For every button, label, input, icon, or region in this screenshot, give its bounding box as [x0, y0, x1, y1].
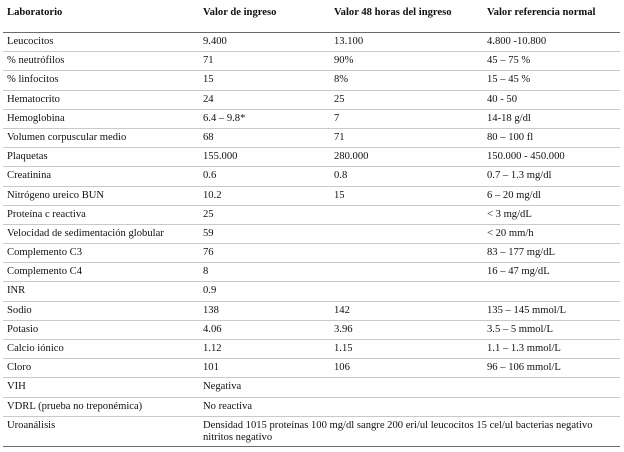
table-row [3, 167, 620, 186]
cell-48h [330, 282, 483, 301]
cell-referencia: 80 – 100 fl [487, 131, 534, 143]
table-row [3, 52, 620, 71]
cell-referencia: 135 – 145 mmol/L [487, 304, 567, 316]
cell-referencia [483, 397, 620, 416]
cell-referencia [483, 378, 620, 397]
table-row-urinalysis [3, 416, 620, 446]
cell-48h: 0.8 [334, 170, 348, 182]
cell-ingreso: Negativa [203, 381, 242, 393]
cell-lab: Sodio [7, 304, 32, 316]
cell-referencia: < 20 mm/h [487, 227, 534, 239]
cell-lab: Nitrógeno ureico BUN [7, 189, 105, 201]
cell-lab: Cloro [7, 362, 32, 374]
cell-lab: Velocidad de sedimentación globular [7, 227, 164, 239]
cell-48h [330, 378, 483, 397]
cell-lab: Leucocitos [7, 36, 54, 47]
table-row [3, 186, 620, 205]
cell-lab: % linfocitos [7, 74, 59, 86]
cell-referencia [483, 282, 620, 301]
cell-lab: Volumen corpuscular medio [7, 131, 127, 143]
cell-lab: VDRL (prueba no treponémica) [7, 400, 143, 412]
cell-ingreso: 24 [203, 93, 214, 105]
cell-lab: VIH [7, 381, 26, 393]
cell-ingreso: 6.4 – 9.8* [203, 112, 246, 124]
table-row [3, 128, 620, 147]
cell-48h: 25 [334, 93, 345, 105]
cell-48h [330, 244, 483, 263]
cell-ingreso: 76 [203, 247, 214, 259]
cell-48h: 8% [334, 74, 349, 86]
header-laboratorio: Laboratorio [7, 7, 63, 18]
cell-ingreso: 155.000 [203, 151, 238, 163]
cell-ingreso: 138 [203, 304, 219, 316]
cell-lab: INR [7, 285, 26, 297]
table-row [3, 359, 620, 378]
cell-ingreso: 4.06 [203, 323, 222, 335]
table-row [3, 90, 620, 109]
lab-results-table [3, 2, 620, 447]
table-row [3, 320, 620, 339]
cell-48h: 3.96 [334, 323, 353, 335]
cell-48h [330, 263, 483, 282]
cell-ingreso: 59 [203, 227, 214, 239]
cell-lab: Creatinina [7, 170, 52, 182]
cell-referencia: 1.1 – 1.3 mmol/L [487, 343, 561, 354]
table-row [3, 244, 620, 263]
table-row [3, 340, 620, 359]
cell-referencia: 83 – 177 mg/dL [487, 247, 555, 259]
cell-ingreso: 8 [203, 266, 209, 278]
table-row [3, 109, 620, 128]
cell-referencia: 40 - 50 [487, 93, 518, 105]
cell-48h: 13.100 [334, 36, 364, 47]
cell-lab: Uroanálisis [7, 419, 56, 431]
cell-lab: Hemoglobina [7, 112, 65, 124]
table-row [3, 378, 620, 397]
cell-48h: 142 [334, 304, 350, 316]
table-row [3, 224, 620, 243]
cell-48h: 106 [334, 362, 350, 374]
cell-referencia: 45 – 75 % [487, 55, 531, 67]
cell-referencia: 15 – 45 % [487, 74, 531, 86]
header-valor-48h: Valor 48 horas del ingreso [334, 7, 452, 18]
cell-ingreso: 68 [203, 131, 214, 143]
table-row [3, 282, 620, 301]
cell-lab: % neutrófilos [7, 55, 65, 67]
header-valor-ingreso: Valor de ingreso [203, 7, 277, 18]
cell-referencia: 6 – 20 mg/dl [487, 189, 541, 201]
table-row [3, 148, 620, 167]
cell-lab: Calcio iónico [7, 343, 64, 354]
cell-referencia: 96 – 106 mmol/L [487, 362, 561, 374]
cell-ingreso: 71 [203, 55, 214, 67]
cell-ingreso: 0.6 [203, 170, 217, 182]
cell-48h: 90% [334, 55, 354, 67]
cell-urinalysis-value: Densidad 1015 proteínas 100 mg/dl sangre 200 eri/ul leucocitos 15 cel/ul bacterias negativo nitritos negativo [203, 419, 593, 443]
cell-referencia: 4.800 -10.800 [487, 36, 547, 47]
cell-ingreso: 0.9 [203, 285, 217, 297]
cell-48h: 7 [334, 112, 340, 124]
cell-ingreso: No reactiva [203, 400, 253, 412]
cell-48h: 1.15 [334, 343, 353, 354]
table-header-row [3, 2, 620, 33]
cell-referencia: 150.000 - 450.000 [487, 151, 565, 163]
cell-referencia: 16 – 47 mg/dL [487, 266, 550, 278]
header-valor-referencia: Valor referencia normal [487, 7, 596, 18]
cell-lab: Potasio [7, 323, 39, 335]
cell-48h [330, 205, 483, 224]
cell-lab: Hematocrito [7, 93, 60, 105]
table-row [3, 205, 620, 224]
cell-ingreso: 9.400 [203, 36, 227, 47]
table-row [3, 71, 620, 90]
cell-ingreso: 10.2 [203, 189, 222, 201]
cell-referencia: 3.5 – 5 mmol/L [487, 323, 553, 335]
cell-ingreso: 15 [203, 74, 214, 86]
cell-lab: Complemento C4 [7, 266, 83, 278]
cell-48h: 71 [334, 131, 345, 143]
table-row [3, 301, 620, 320]
cell-48h: 15 [334, 189, 345, 201]
table-row [3, 397, 620, 416]
cell-lab: Proteína c reactiva [7, 208, 86, 220]
cell-referencia: < 3 mg/dL [487, 208, 532, 220]
cell-lab: Plaquetas [7, 151, 48, 163]
cell-48h: 280.000 [334, 151, 369, 163]
cell-ingreso: 1.12 [203, 343, 222, 354]
table-row [3, 33, 620, 52]
cell-ingreso: 101 [203, 362, 219, 374]
cell-ingreso: 25 [203, 208, 214, 220]
cell-referencia: 0.7 – 1.3 mg/dl [487, 170, 552, 182]
cell-48h [330, 224, 483, 243]
cell-referencia: 14-18 g/dl [487, 112, 531, 124]
table-row [3, 263, 620, 282]
cell-48h [330, 397, 483, 416]
cell-lab: Complemento C3 [7, 247, 83, 259]
